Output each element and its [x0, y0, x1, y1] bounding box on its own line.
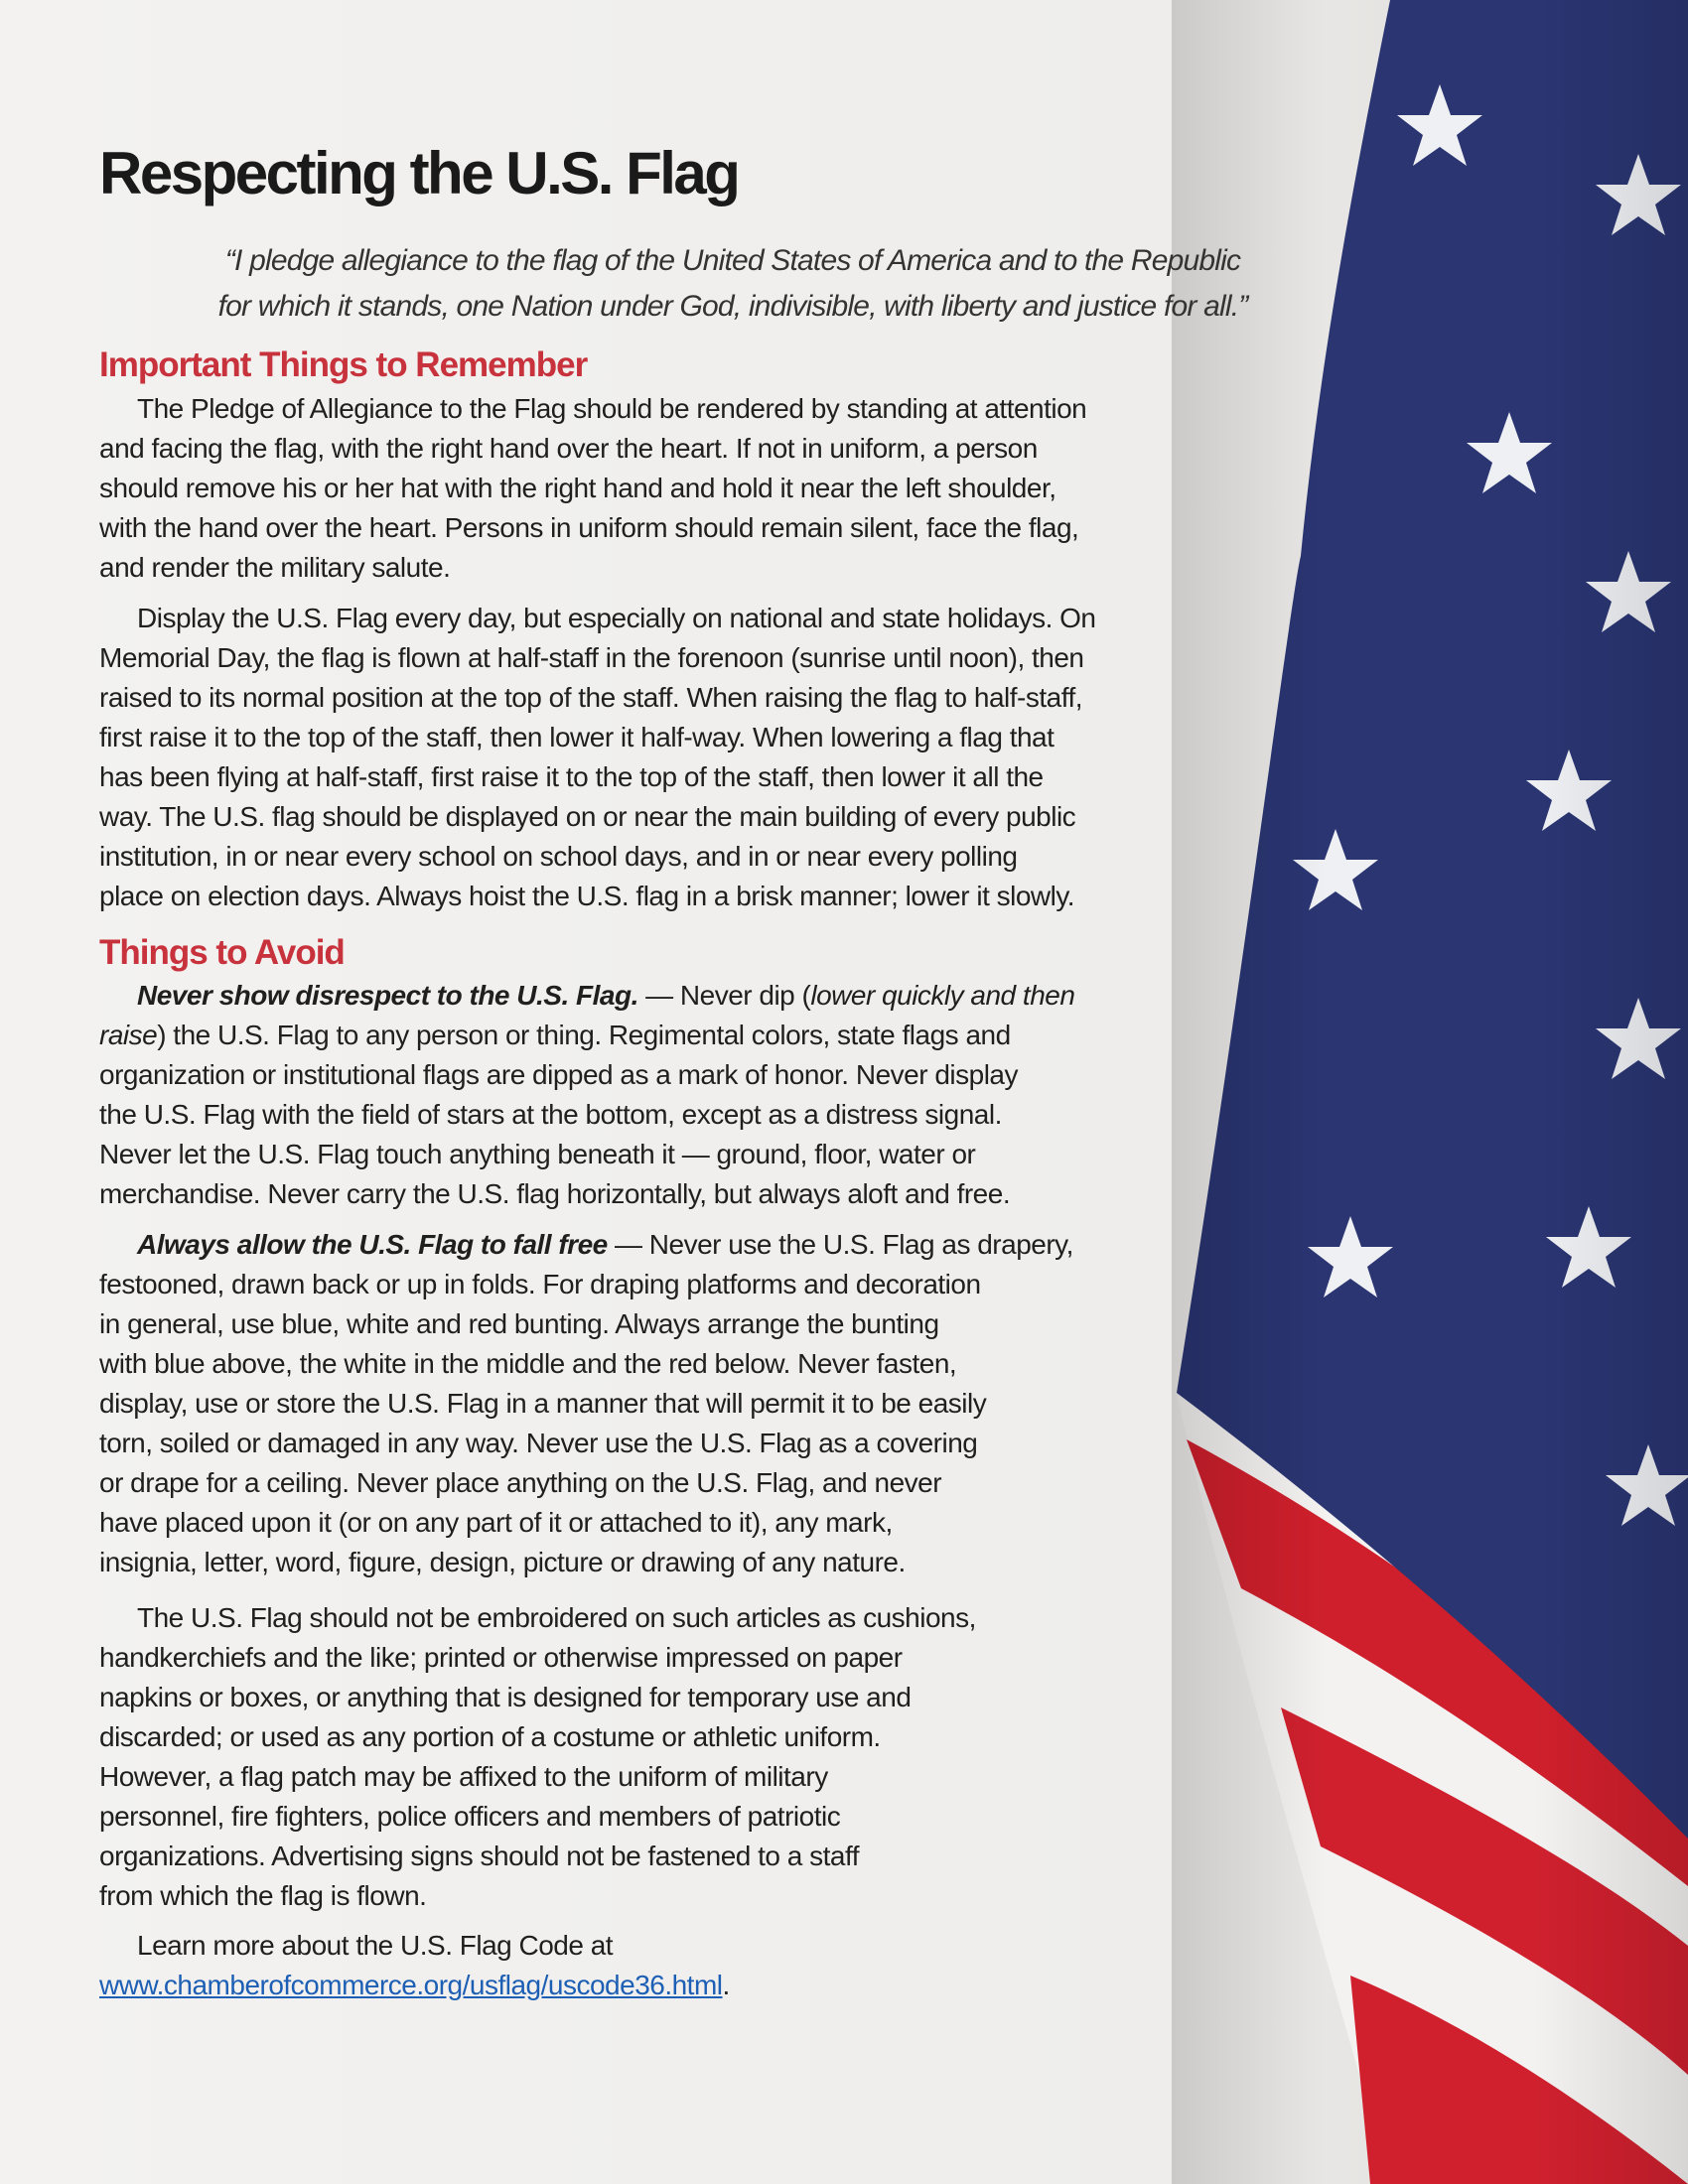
text-line: way. The U.S. flag should be displayed on or near the main building of every public	[99, 801, 1076, 832]
text-line: or drape for a ceiling. Never place anything on the U.S. Flag, and never	[99, 1467, 942, 1498]
text-line: torn, soiled or damaged in any way. Never use the U.S. Flag as a covering	[99, 1428, 978, 1458]
pledge-quote	[127, 238, 1338, 330]
text-line: Learn more about the U.S. Flag Code at	[137, 1930, 614, 1961]
text-line: in general, use blue, white and red bunting. Always arrange the bunting	[99, 1308, 939, 1339]
text-line: personnel, fire fighters, police officers and members of patriotic	[99, 1801, 841, 1832]
bold-lead: Always allow the U.S. Flag to fall free	[137, 1229, 608, 1260]
paragraph-learn-more	[99, 1926, 730, 2005]
text-line: and facing the flag, with the right hand over the heart. If not in uniform, a person	[99, 433, 1038, 464]
text-span: — Never use the U.S. Flag as drapery,	[607, 1229, 1073, 1260]
heading-things-to-avoid: Things to Avoid	[99, 933, 345, 972]
text-line: organization or institutional flags are dipped as a mark of honor. Never display	[99, 1059, 1018, 1090]
text-line: Display the U.S. Flag every day, but especially on national and state holidays. On	[137, 603, 1096, 633]
text-line	[99, 1966, 730, 2005]
text-span: ) the U.S. Flag to any person or thing. Regimental colors, state flags and	[157, 1020, 1011, 1050]
text-line: have placed upon it (or on any part of it or attached to it), any mark,	[99, 1507, 893, 1538]
text-line: The U.S. Flag should not be embroidered on such articles as cushions,	[137, 1602, 976, 1633]
quote-line: for which it stands, one Nation under God, indivisible, with liberty and justice for all.”	[217, 290, 1248, 323]
text-line: with the hand over the heart. Persons in uniform should remain silent, face the flag,	[99, 512, 1079, 543]
text-line: first raise it to the top of the staff, then lower it half-way. When lowering a flag that	[99, 722, 1055, 752]
text-line: The Pledge of Allegiance to the Flag should be rendered by standing at attention	[137, 393, 1087, 424]
text-line: merchandise. Never carry the U.S. flag horizontally, but always aloft and free.	[99, 1178, 1011, 1209]
paragraph-disrespect	[99, 976, 1074, 1214]
text-line: display, use or store the U.S. Flag in a manner that will permit it to be easily	[99, 1388, 987, 1419]
flag-code-link[interactable]: www.chamberofcommerce.org/usflag/uscode36.html	[99, 1970, 723, 2000]
text-span: — Never dip (	[637, 980, 811, 1011]
text-line: handkerchiefs and the like; printed or otherwise impressed on paper	[99, 1642, 903, 1673]
text-line: and render the military salute.	[99, 552, 451, 583]
text-line: However, a flag patch may be affixed to the uniform of military	[99, 1761, 828, 1792]
text-line: place on election days. Always hoist the U.S. flag in a brisk manner; lower it slowly.	[99, 881, 1075, 911]
text-line: the U.S. Flag with the field of stars at the bottom, except as a distress signal.	[99, 1099, 1002, 1130]
text-line: Memorial Day, the flag is flown at half-staff in the forenoon (sunrise until noon), then	[99, 642, 1084, 673]
text-span: .	[722, 1970, 730, 2000]
paragraph-embroidered	[99, 1598, 976, 1916]
text-line: discarded; or used as any portion of a costume or athletic uniform.	[99, 1721, 881, 1752]
text-line: with blue above, the white in the middle and the red below. Never fasten,	[99, 1348, 957, 1379]
text-line	[99, 1016, 1074, 1055]
text-line	[99, 976, 1074, 1016]
text-line: napkins or boxes, or anything that is designed for temporary use and	[99, 1682, 912, 1712]
bold-lead: Never show disrespect to the U.S. Flag.	[137, 980, 638, 1011]
italic-span: raise	[99, 1020, 158, 1050]
paragraph-display	[99, 599, 1095, 916]
text-line: Never let the U.S. Flag touch anything beneath it — ground, floor, water or	[99, 1139, 976, 1169]
page-title: Respecting the U.S. Flag	[99, 140, 739, 206]
text-line: institution, in or near every school on school days, and in or near every polling	[99, 841, 1018, 872]
quote-line: “I pledge allegiance to the flag of the United States of America and to the Republic	[224, 244, 1241, 277]
paragraph-pledge	[99, 389, 1086, 588]
text-line	[99, 1225, 1073, 1265]
text-line: festooned, drawn back or up in folds. For draping platforms and decoration	[99, 1269, 981, 1299]
text-line: insignia, letter, word, figure, design, picture or drawing of any nature.	[99, 1547, 906, 1577]
text-line: has been flying at half-staff, first raise it to the top of the staff, then lower it all the	[99, 761, 1044, 792]
text-line: organizations. Advertising signs should not be fastened to a staff	[99, 1841, 859, 1871]
paragraph-fall-free	[99, 1225, 1073, 1582]
text-line: from which the flag is flown.	[99, 1880, 427, 1911]
text-line: raised to its normal position at the top of the staff. When raising the flag to half-staff,	[99, 682, 1083, 713]
italic-span: lower quickly and then	[810, 980, 1075, 1011]
heading-important-things: Important Things to Remember	[99, 345, 588, 384]
text-line: should remove his or her hat with the right hand and hold it near the left shoulder,	[99, 473, 1056, 503]
